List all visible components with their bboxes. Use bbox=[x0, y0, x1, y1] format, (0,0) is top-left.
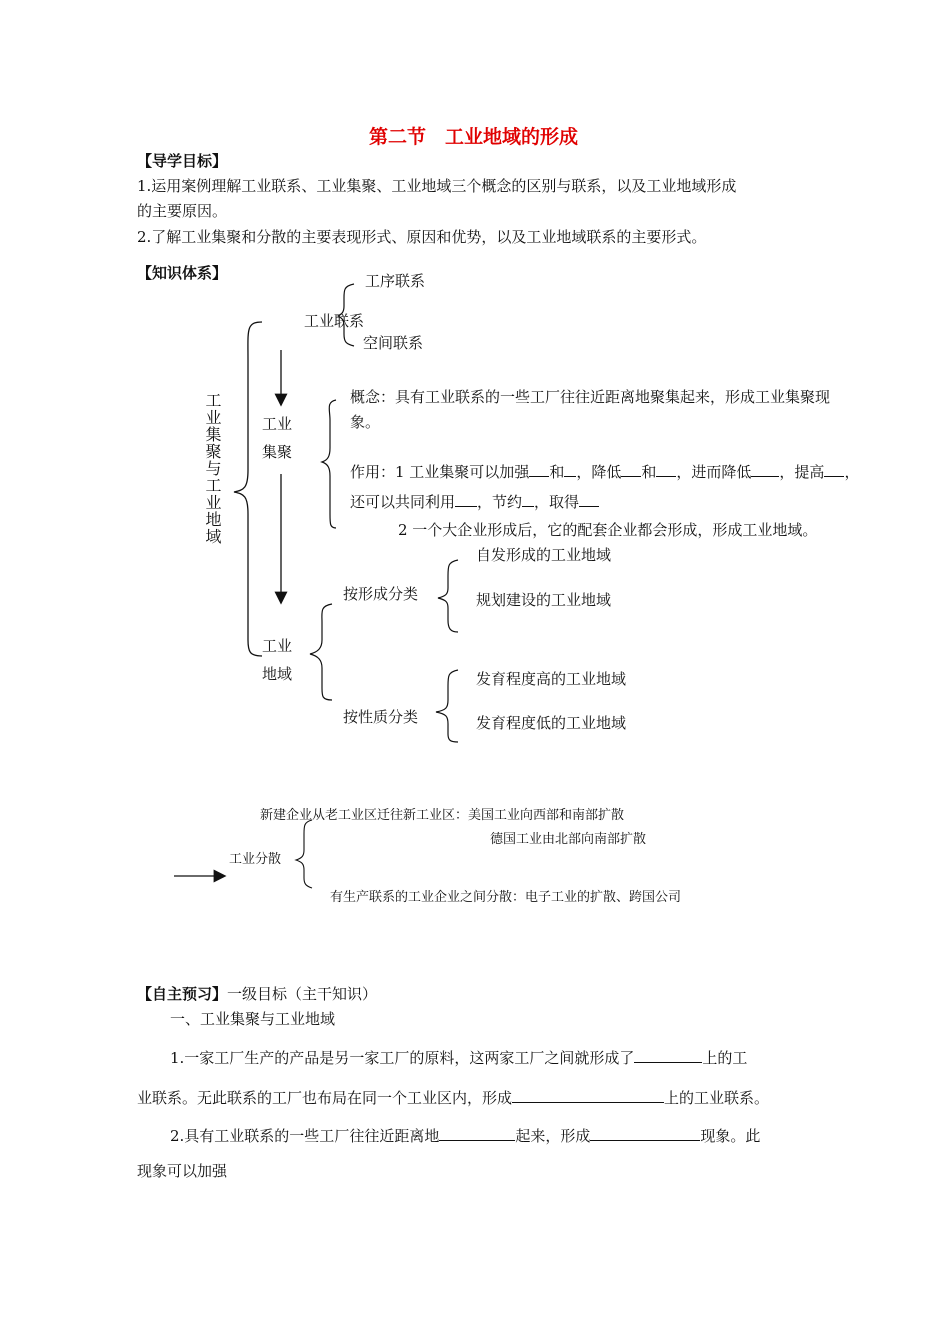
use-end-1: ， bbox=[844, 462, 860, 481]
blank[interactable] bbox=[656, 460, 676, 477]
use-line-1 bbox=[350, 460, 859, 481]
q2-part-2: 起来，形成 bbox=[515, 1126, 591, 1145]
q1-line-1 bbox=[170, 1046, 747, 1067]
goal-item-2: 2.了解工业集聚和分散的主要表现形式、原因和优势，以及工业地域联系的主要形式。 bbox=[137, 228, 707, 246]
q1-part-4: 上的工业联系。 bbox=[664, 1088, 770, 1107]
use2-qude: ，取得 bbox=[534, 492, 580, 511]
use-comma-2: ， bbox=[779, 462, 795, 481]
root-label: 工业集聚与工业地域 bbox=[203, 392, 222, 545]
blank[interactable] bbox=[824, 460, 844, 477]
preview-subheading: 一级目标（主干知识） bbox=[227, 985, 378, 1003]
q2-line-2: 现象可以加强 bbox=[137, 1162, 228, 1180]
jiju-label: 工业集聚 bbox=[262, 415, 293, 461]
by-nature-label: 按性质分类 bbox=[343, 708, 419, 726]
use-he-2: 和 bbox=[641, 462, 657, 481]
high-dev-label: 发育程度高的工业地域 bbox=[476, 670, 627, 688]
planned-label: 规划建设的工业地域 bbox=[476, 591, 612, 609]
preview-heading-line bbox=[137, 985, 377, 1003]
use-jiangdi: 降低 bbox=[591, 462, 622, 481]
jiju-bracket bbox=[322, 400, 336, 528]
q2-part-1: 2.具有工业联系的一些工厂往往近距离地 bbox=[170, 1126, 440, 1145]
q1-part-2: 上的工 bbox=[702, 1048, 748, 1067]
goal-item-1-line-1: 1.运用案例理解工业联系、工业集聚、工业地域三个概念的区别与联系，以及工业地域形成 bbox=[137, 177, 737, 195]
blank[interactable] bbox=[512, 1086, 664, 1103]
formation-bracket bbox=[438, 560, 458, 632]
goals-heading: 【导学目标】 bbox=[137, 152, 228, 170]
kongjian-label: 空间联系 bbox=[363, 334, 424, 352]
spontaneous-label: 自发形成的工业地域 bbox=[476, 546, 612, 564]
q1-part-1: 1.一家工厂生产的产品是另一家工厂的原料，这两家工厂之间就形成了 bbox=[170, 1048, 635, 1067]
goal-item-1-line-2: 的主要原因。 bbox=[137, 202, 228, 220]
blank[interactable] bbox=[522, 490, 534, 507]
q1-line-2 bbox=[137, 1086, 769, 1107]
nature-bracket bbox=[436, 670, 458, 742]
concept-line-2: 象。 bbox=[350, 413, 381, 431]
blank[interactable] bbox=[564, 460, 576, 477]
gongxu-label: 工序联系 bbox=[365, 272, 426, 290]
blank[interactable] bbox=[634, 1046, 702, 1063]
q2-line-1 bbox=[170, 1124, 760, 1145]
use-line-3: 2 一个大企业形成后，它的配套企业都会形成，形成工业地域。 bbox=[398, 521, 818, 539]
page-title: 第二节 工业地域的形成 bbox=[369, 126, 579, 148]
blank[interactable] bbox=[529, 460, 549, 477]
diyu-bracket bbox=[310, 604, 332, 700]
use-mid: ，进而降低 bbox=[676, 462, 752, 481]
use-comma-1: ， bbox=[576, 462, 592, 481]
q1-part-3: 业联系。无此联系的工厂也布局在同一个工业区内，形成 bbox=[137, 1088, 513, 1107]
use-tigao: 提高 bbox=[794, 462, 825, 481]
use2-jieyue: ，节约 bbox=[477, 492, 523, 511]
by-formation-label: 按形成分类 bbox=[343, 585, 419, 603]
use-line-2 bbox=[350, 490, 599, 511]
blank[interactable] bbox=[455, 490, 477, 507]
diyu-label: 工业地域 bbox=[262, 637, 293, 683]
q2-part-3: 现象。此 bbox=[700, 1126, 761, 1145]
blank[interactable] bbox=[621, 460, 641, 477]
root-bracket bbox=[234, 322, 262, 656]
use2-prefix: 还可以共同利用 bbox=[350, 492, 456, 511]
blank[interactable] bbox=[439, 1124, 515, 1141]
preview-heading: 【自主预习】 bbox=[137, 985, 228, 1003]
use-he-1: 和 bbox=[549, 462, 565, 481]
dispersion-bracket bbox=[296, 820, 312, 888]
concept-line-1: 概念：具有工业联系的一些工厂往往近距离地聚集起来，形成工业集聚现 bbox=[350, 388, 831, 406]
blank[interactable] bbox=[579, 490, 599, 507]
blank[interactable] bbox=[751, 460, 779, 477]
dispersion-line-3: 有生产联系的工业企业之间分散：电子工业的扩散、跨国公司 bbox=[330, 890, 682, 905]
section-1-title: 一、工业集聚与工业地域 bbox=[170, 1010, 336, 1028]
dispersion-line-1: 新建企业从老工业区迁往新工业区：美国工业向西部和南部扩散 bbox=[260, 808, 625, 823]
low-dev-label: 发育程度低的工业地域 bbox=[476, 714, 627, 732]
blank[interactable] bbox=[590, 1124, 700, 1141]
dispersion-label: 工业分散 bbox=[229, 852, 282, 867]
use-prefix: 作用：1 工业集聚可以加强 bbox=[350, 462, 530, 481]
lianxi-label: 工业联系 bbox=[304, 312, 365, 330]
dispersion-line-2: 德国工业由北部向南部扩散 bbox=[490, 832, 647, 847]
system-heading: 【知识体系】 bbox=[137, 264, 228, 282]
